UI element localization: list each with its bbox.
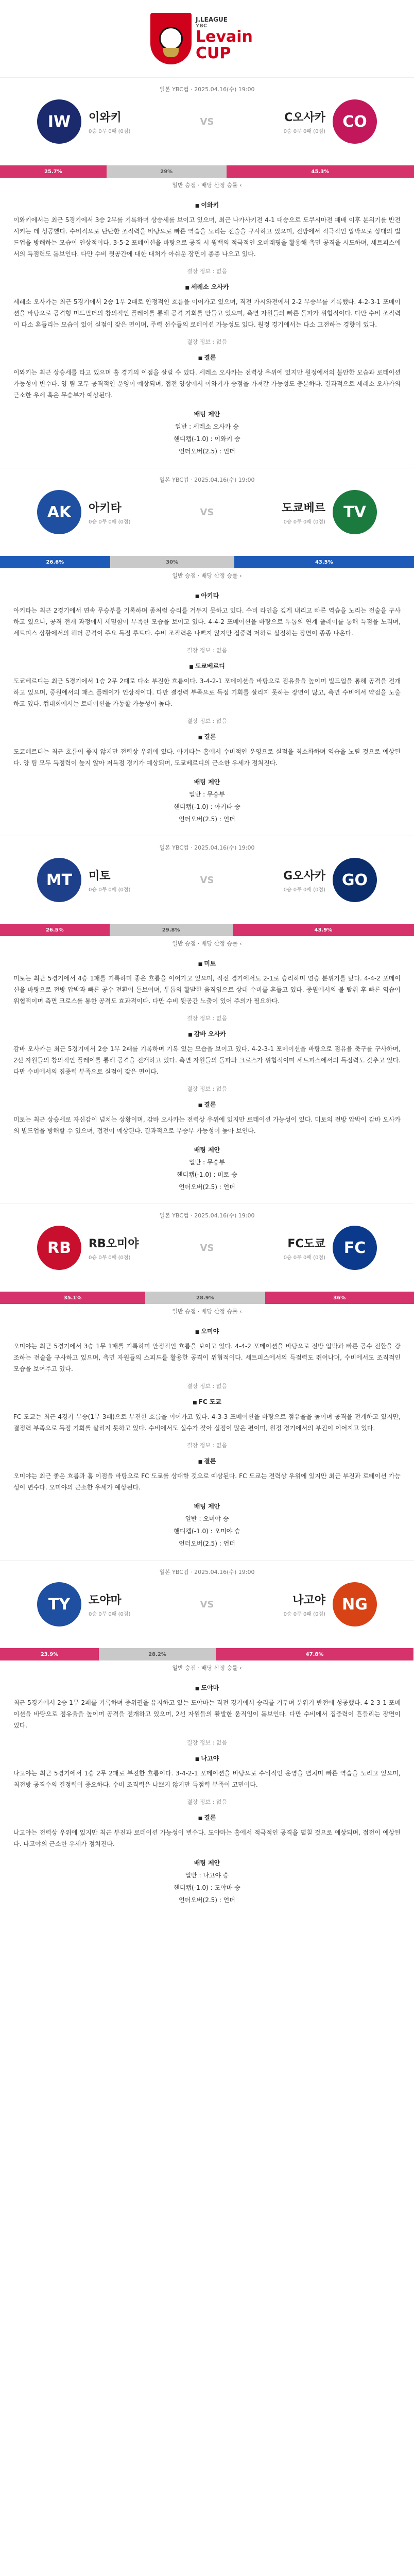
away-crest-icon: TV [333,490,377,534]
match-list [0,77,414,1906]
away-team [238,490,392,534]
betting-pick-lines [13,1156,401,1193]
home-win-prob: 35.1% [0,1292,145,1304]
probability-bar [0,924,414,936]
match-header [0,1204,414,1292]
match-header [0,836,414,924]
betting-pick [13,408,401,457]
match-card [0,836,414,1193]
betting-pick-lines [13,1513,401,1550]
away-absence-info: 결장 정보 : 없음 [187,338,227,345]
match-card [0,1204,414,1550]
home-team [22,858,176,902]
probability-caption: 일반 승점 · 배당 산정 승률 ‹ [172,572,242,579]
probability-caption: 일반 승점 · 배당 산정 승률 ‹ [172,182,242,189]
away-analysis-body: 감바 오사카는 최근 5경기에서 2승 1무 2패를 기록하며 기복 있는 모습을 보이고 있다. 4-2-3-1 포메이션을 바탕으로 점유율 축구를 구사하며, 2선 자원들의 창의적인 플레이를 통해 공격을 전개하고 있다. 측면 자원들의 돌파와 크로스가 위협적이며 세트피스에서의 득점력도 갖추고 있다. 다만 수비에서의 집중력 부족으로 실점이 잦은 편이다. [13,1045,401,1075]
away-team-record: 0승 0무 0패 (0점) [283,887,325,893]
betting-pick [13,1144,401,1193]
probability-bar [0,1648,414,1660]
betting-pick-title: 배팅 제안 [194,778,220,786]
league-line4: CUP [196,44,231,62]
home-win-prob: 26.5% [0,924,110,936]
home-crest-icon: AK [37,490,81,534]
vs-label: VS [200,1242,214,1253]
match-header [0,1561,414,1648]
draw-prob: 28.2% [99,1648,216,1660]
away-analysis-body: 도쿄베르디는 최근 5경기에서 1승 2무 2패로 다소 부진한 흐름이다. 3-4-2-1 포메이션을 바탕으로 점유율을 높이며 빌드업을 통해 공격을 전개하고 있으며, 중원에서의 패스 플레이가 인상적이다. 다만 결정력 부족으로 득점 기회를 살리지 못하는 장면이 많고, 측면 수비에서 약점을 노출하고 있다. 컵대회에서는 로테이션을 가동할 가능성이 높다. [13,677,401,707]
away-team [238,1226,392,1270]
draw-prob: 29% [107,165,227,178]
home-team-name: RB오미야 [89,1238,139,1250]
home-analysis-title: ■ 오미야 [13,1327,401,1335]
away-team-record: 0승 0무 0패 (0점) [283,519,325,525]
conclusion-body: 미토는 최근 상승세로 자신감이 넘치는 상황이며, 감바 오사카는 전력상 우위에 있지만 로테이션 가능성이 있다. 미토의 전방 압박이 감바 오사카의 빌드업을 방해할 수 있으며, 접전이 예상된다. 결과적으로 무승부 가능성이 높아 보인다. [13,1116,401,1134]
conclusion-title: ■ 결론 [13,353,401,362]
betting-pick-line: 언더오버(2.5) : 언더 [179,448,235,455]
betting-pick-lines [13,420,401,457]
away-analysis-body: FC 도쿄는 최근 4경기 무승(1무 3패)으로 부진한 흐름을 이어가고 있다. 4-3-3 포메이션을 바탕으로 점유율을 높이며 공격을 전개하고 있지만, 결정력 부족으로 득점 기회를 살리지 못하고 있다. 수비에서도 실수가 잦아 실점이 많은 편이며, 원정 경기에서의 부진이 이어지고 있다. [13,1413,401,1432]
home-analysis-body: 이와키에서는 최근 5경기에서 3승 2무를 기록하며 상승세를 보이고 있으며, 최근 나가사키전 4-1 대승으로 도쿠시마전 패배 이후 분위기를 반전시키는 데 성공했다. 수비적으로 단단한 조직력을 바탕으로 빠른 역습을 노리는 전술을 구사하고 있으며, 전방에서 적극적인 압박으로 상대의 빌드업을 방해하는 모습이 인상적이다. 3-5-2 포메이션을 바탕으로 공격 시 윙백의 적극적인 오버래핑을 활용해 측면 공격을 시도하며, 세트피스에서의 득점력도 돋보인다. 다만 수비 뒷공간에 대한 대처가 아쉬운 장면이 종종 나오고 있다. [13,216,401,258]
analysis-section [0,1327,414,1550]
draw-prob: 28.9% [145,1292,265,1304]
draw-prob: 30% [110,556,234,568]
conclusion-title: ■ 결론 [13,1456,401,1465]
away-absence-info: 결장 정보 : 없음 [187,1086,227,1092]
match-meta: 일본 YBC컵 · 2025.04.16(수) 19:00 [159,844,255,851]
home-analysis-title: ■ 도야마 [13,1683,401,1692]
home-analysis-title: ■ 아키타 [13,591,401,600]
away-team [238,858,392,902]
betting-pick-title: 배팅 제안 [194,1503,220,1510]
betting-pick-line: 핸디캡(-1.0) : 이와키 승 [174,435,240,443]
home-analysis-title: ■ 이와키 [13,200,401,209]
league-line3: Levain [196,27,253,46]
home-team-record: 0승 0무 0패 (0점) [89,1612,131,1617]
betting-pick-lines [13,788,401,825]
betting-pick [13,1857,401,1906]
betting-pick-line: 일반 : 세레소 오사카 승 [175,423,239,430]
home-crest-icon: TY [37,1582,81,1626]
away-absence-info: 결장 정보 : 없음 [187,1442,227,1449]
betting-pick-title: 배팅 제안 [194,411,220,418]
home-team [22,99,176,144]
probability-bar [0,556,414,568]
away-team-name: G오사카 [283,870,325,883]
match-header [0,78,414,165]
away-team-name: C오사카 [284,111,325,124]
ball-icon [159,27,183,50]
away-analysis-body: 세레소 오사카는 최근 5경기에서 2승 1무 2패로 안정적인 흐름을 이어가고 있으며, 직전 가시와전에서 2-2 무승부를 기록했다. 4-2-3-1 포메이션을 바탕으로 공격형 미드필더의 창의적인 플레이를 통해 공격 기회를 만들고 있으며, 측면 자원들의 빠른 돌파가 위협적이다. 다만 수비 조직력이 다소 흔들리는 모습이 있어 실점이 잦은 편이며, 주력 선수들의 로테이션 가능성도 있다. 원정 경기에서는 다소 고전하는 경향이 있다. [13,298,401,328]
betting-pick-lines [13,1869,401,1906]
away-team-record: 0승 0무 0패 (0점) [283,1612,325,1617]
away-win-prob: 36% [265,1292,414,1304]
analysis-section [0,959,414,1193]
analysis-section [0,200,414,457]
draw-prob: 29.8% [110,924,233,936]
match-meta: 일본 YBC컵 · 2025.04.16(수) 19:00 [159,1212,255,1219]
betting-pick-line: 일반 : 무승부 [189,1159,225,1166]
home-analysis-body: 미토는 최근 5경기에서 4승 1패를 기록하며 좋은 흐름을 이어가고 있으며, 직전 경기에서도 2-1로 승리하며 연승 분위기를 탔다. 4-4-2 포메이션을 바탕으로 전방 압박과 빠른 공수 전환이 돋보이며, 투톱의 활발한 움직임으로 상대 수비를 흔들고 있다. 중원에서의 볼 탈취 후 빠른 역습이 위협적이며 측면 크로스를 통한 공격도 효과적이다. 다만 수비 뒷공간 노출이 있어 주의가 필요하다. [13,975,401,1005]
betting-pick-line: 일반 : 나고야 승 [185,1872,229,1879]
match-meta: 일본 YBC컵 · 2025.04.16(수) 19:00 [159,86,255,93]
away-absence-info: 결장 정보 : 없음 [187,1799,227,1805]
away-crest-icon: CO [333,99,377,144]
conclusion-title: ■ 결론 [13,1813,401,1822]
trophy-icon [163,48,179,57]
home-absence-info: 결장 정보 : 없음 [187,268,227,275]
betting-pick-line: 핸디캡(-1.0) : 도야마 승 [174,1884,240,1891]
conclusion-body: 도쿄베르디는 최근 흐름이 좋지 않지만 전력상 우위에 있다. 아키타는 홈에서 수비적인 운영으로 실점을 최소화하며 역습을 노릴 것으로 예상된다. 양 팀 모두 득점력이 높지 않아 저득점 경기가 예상되며, 도쿄베르디의 근소한 우세가 점쳐진다. [13,748,401,767]
away-win-prob: 43.5% [234,556,414,568]
away-team-name: FC도쿄 [287,1238,325,1250]
home-absence-info: 결장 정보 : 없음 [187,1383,227,1389]
away-team [238,99,392,144]
home-win-prob: 23.9% [0,1648,99,1660]
conclusion-body: 이와키는 최근 상승세를 타고 있으며 홈 경기의 이점을 살릴 수 있다. 세레소 오사카는 전력상 우위에 있지만 원정에서의 불안한 모습과 로테이션 가능성이 변수다. 양 팀 모두 공격적인 운영이 예상되며, 접전 양상에서 이와키가 승점을 가져갈 가능성도 충분하다. 결과적으로 세레소 오사카의 근소한 우세 혹은 무승부가 예상된다. [13,369,401,399]
conclusion-body: 나고야는 전력상 우위에 있지만 최근 부진과 로테이션 가능성이 변수다. 도야마는 홈에서 적극적인 공격을 펼칠 것으로 예상되며, 접전이 예상된다. 나고야의 근소한 우세가 점쳐진다. [13,1829,401,1848]
header [0,0,414,77]
probability-caption: 일반 승점 · 배당 산정 승률 ‹ [172,1308,242,1315]
home-crest-icon: IW [37,99,81,144]
home-crest-icon: MT [37,858,81,902]
home-absence-info: 결장 정보 : 없음 [187,647,227,654]
away-team-name: 나고야 [292,1594,325,1607]
match-card [0,77,414,457]
home-team-name: 미토 [89,870,111,883]
vs-label: VS [200,1599,214,1610]
away-team-record: 0승 0무 0패 (0점) [283,1255,325,1261]
conclusion-body: 오미야는 최근 좋은 흐름과 홈 이점을 바탕으로 FC 도쿄를 상대할 것으로 예상된다. FC 도쿄는 전력상 우위에 있지만 최근 부진과 로테이션 가능성이 변수다. 오미야의 근소한 우세가 예상된다. [13,1472,401,1491]
away-win-prob: 45.3% [227,165,414,178]
away-win-prob: 47.8% [216,1648,413,1660]
home-analysis-body: 최근 5경기에서 2승 1무 2패를 기록하며 중위권을 유지하고 있는 도야마는 직전 경기에서 승리를 거두며 분위기 반전에 성공했다. 4-2-3-1 포메이션을 바탕으로 점유율을 높이며 공격을 전개하고 있으며, 2선 자원들의 활발한 움직임이 돋보인다. 다만 수비에서 집중력이 흔들리는 장면이 있다. [13,1699,401,1729]
conclusion-title: ■ 결론 [13,1100,401,1109]
home-analysis-title: ■ 미토 [13,959,401,968]
home-team [22,490,176,534]
betting-pick-title: 배팅 제안 [194,1859,220,1867]
probability-bar [0,1292,414,1304]
betting-pick [13,776,401,825]
away-analysis-title: ■ 감바 오사카 [13,1029,401,1038]
league-line1: J.LEAGUE [196,15,228,23]
home-team-record: 0승 0무 0패 (0점) [89,129,131,134]
home-absence-info: 결장 정보 : 없음 [187,1739,227,1746]
home-win-prob: 25.7% [0,165,107,178]
away-absence-info: 결장 정보 : 없음 [187,718,227,724]
betting-pick-line: 언더오버(2.5) : 언더 [179,1540,235,1547]
vs-label: VS [200,874,214,886]
home-team-record: 0승 0무 0패 (0점) [89,519,131,525]
away-crest-icon: GO [333,858,377,902]
vs-label: VS [200,506,214,518]
away-analysis-title: ■ 도쿄베르디 [13,662,401,670]
probability-bar [0,165,414,178]
away-win-prob: 43.9% [233,924,414,936]
betting-pick-line: 일반 : 무승부 [189,791,225,798]
home-crest-icon: RB [37,1226,81,1270]
analysis-section [0,1683,414,1906]
home-team-name: 도야마 [89,1594,122,1607]
home-analysis-body: 아키타는 최근 2경기에서 연속 무승부를 기록하며 좀처럼 승리를 거두지 못하고 있다. 수비 라인을 깊게 내리고 빠른 역습을 노리는 전술을 구사하고 있으나, 공격 전개 과정에서 세밀함이 부족한 모습을 보이고 있다. 4-4-2 포메이션을 바탕으로 투톱의 연계 플레이를 통해 득점을 노리며, 세트피스 상황에서의 헤더 공격이 주요 득점 루트다. 수비 조직력은 나쁘지 않지만 집중력 저하로 실점하는 장면이 종종 나온다. [13,607,401,637]
home-team-record: 0승 0무 0패 (0점) [89,887,131,893]
match-header [0,468,414,556]
home-team [22,1582,176,1626]
cup-emblem-icon [150,13,192,64]
analysis-section [0,591,414,825]
match-meta: 일본 YBC컵 · 2025.04.16(수) 19:00 [159,477,255,483]
vs-label: VS [200,116,214,127]
away-crest-icon: NG [333,1582,377,1626]
probability-caption: 일반 승점 · 배당 산정 승률 ‹ [172,1665,242,1671]
home-team-name: 아키타 [89,502,122,515]
probability-caption: 일반 승점 · 배당 산정 승률 ‹ [172,940,242,947]
betting-pick [13,1500,401,1550]
home-analysis-body: 오미야는 최근 5경기에서 3승 1무 1패를 기록하며 안정적인 흐름을 보이고 있다. 4-4-2 포메이션을 바탕으로 전방 압박과 빠른 공수 전환을 강조하는 전술을 구사하고 있으며, 측면 자원들의 스피드를 활용한 공격이 위협적이다. 세트피스에서의 득점력도 뛰어나며, 수비에서도 조직적인 모습을 보여주고 있다. [13,1343,401,1372]
league-line2: YBC [196,23,208,29]
betting-pick-line: 핸디캡(-1.0) : 미토 승 [177,1171,237,1178]
betting-pick-line: 언더오버(2.5) : 언더 [179,816,235,823]
home-team-record: 0승 0무 0패 (0점) [89,1255,131,1261]
match-meta: 일본 YBC컵 · 2025.04.16(수) 19:00 [159,1569,255,1575]
betting-pick-line: 핸디캡(-1.0) : 아키타 승 [174,803,240,810]
betting-pick-title: 배팅 제안 [194,1146,220,1154]
away-team-record: 0승 0무 0패 (0점) [283,129,325,134]
match-card [0,468,414,825]
league-wordmark [196,16,253,62]
home-win-prob: 26.6% [0,556,110,568]
away-analysis-title: ■ 세레소 오사카 [13,282,401,291]
home-team [22,1226,176,1270]
away-team [238,1582,392,1626]
away-team-name: 도쿄베르 [281,502,325,515]
betting-pick-line: 언더오버(2.5) : 언더 [179,1183,235,1191]
match-card [0,1560,414,1906]
conclusion-title: ■ 결론 [13,732,401,741]
betting-pick-line: 일반 : 오미야 승 [185,1515,229,1522]
away-analysis-title: ■ FC 도쿄 [13,1397,401,1406]
home-absence-info: 결장 정보 : 없음 [187,1015,227,1022]
home-team-name: 이와키 [89,111,122,124]
away-crest-icon: FC [333,1226,377,1270]
betting-pick-line: 언더오버(2.5) : 언더 [179,1896,235,1904]
league-logo [150,8,264,70]
away-analysis-title: ■ 나고야 [13,1754,401,1762]
betting-pick-line: 핸디캡(-1.0) : 오미야 승 [174,1528,240,1535]
away-analysis-body: 나고야는 최근 5경기에서 1승 2무 2패로 부진한 흐름이다. 3-4-2-1 포메이션을 바탕으로 수비적인 운영을 펼치며 빠른 역습을 노리고 있으며, 최전방 공격수의 결정력이 중요하다. 수비 조직력은 나쁘지 않지만 득점력 부족이 고민이다. [13,1770,401,1788]
